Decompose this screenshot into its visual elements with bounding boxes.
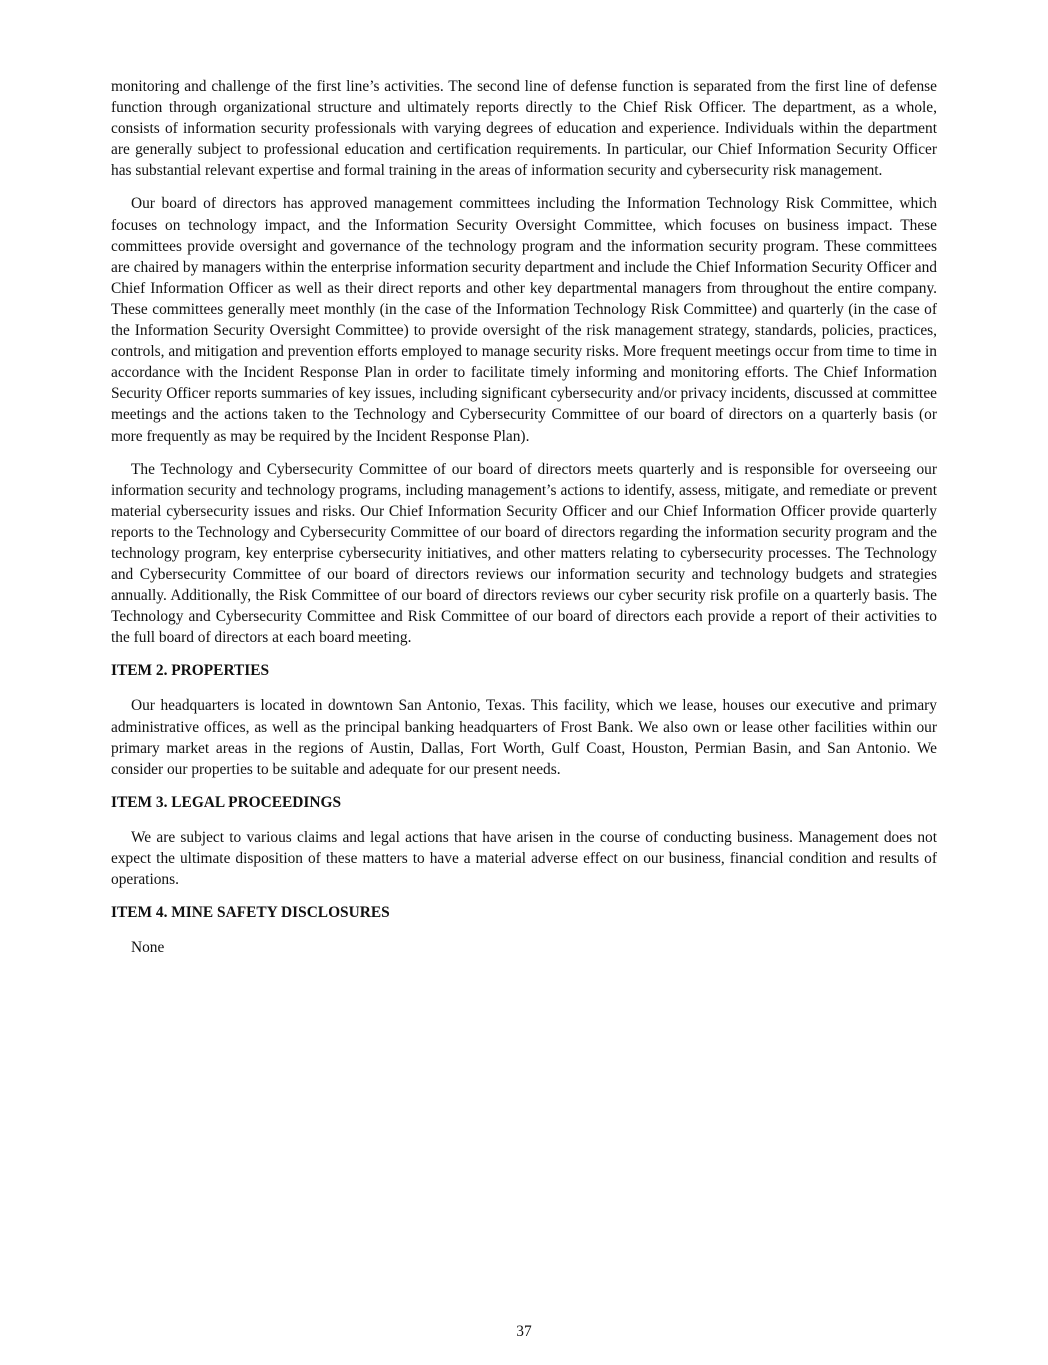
item4-paragraph: None (131, 939, 165, 957)
item3-heading: ITEM 3. LEGAL PROCEEDINGS (111, 793, 342, 811)
page-content (111, 76, 937, 970)
item3-paragraph: We are subject to various claims and legal actions that have arisen in the course of conducting business. Management does not expect the ultimate disposition of these matters to have a material adverse effect on our business, financial condition and results of operations. (111, 828, 937, 888)
item2-paragraph: Our headquarters is located in downtown San Antonio, Texas. This facility, which we lease, houses our executive and primary administrative offices, as well as the principal banking headquarters of Frost Bank. We also own or lease other facilities within our primary market areas in the regions of Austin, Dallas, Fort Worth, Gulf Coast, Houston, Permian Basin, and San Antonio. We consider our properties to be suitable and adequate for our present needs. (111, 697, 937, 778)
item2-heading: ITEM 2. PROPERTIES (111, 662, 270, 680)
page-number: 37 (516, 1323, 532, 1340)
paragraph-second-line-of-defense: monitoring and challenge of the first line’s activities. The second line of defense function is separated from the first line of defense function through organizational structure and ultimately reports directly to the Chief Risk Officer. The department, as a whole, consists of information security professionals with varying degrees of education and experience. Individuals within the department are generally subject to professional education and certification requirements. In particular, our Chief Information Security Officer has substantial relevant expertise and formal training in the areas of information security and cybersecurity risk management. (111, 78, 937, 180)
paragraph-technology-cybersecurity-committee: The Technology and Cybersecurity Committee of our board of directors meets quarterly and is responsible for overseeing our information security and technology programs, including management’s actions to identify, assess, mitigate, and remediate or prevent material cybersecurity issues and risks. Our Chief Information Security Officer and our Chief Information Officer provide quarterly reports to the Technology and Cybersecurity Committee of our board of directors regarding the information security program and the technology program, key enterprise cybersecurity initiatives, and other matters relating to cybersecurity processes. The Technology and Cybersecurity Committee of our board of directors reviews our information security and technology budgets and strategies annually. Additionally, the Risk Committee of our board of directors reviews our cyber security risk profile on a quarterly basis. The Technology and Cybersecurity Committee and Risk Committee of our board of directors each provide a report of their activities to the full board of directors at each board meeting. (111, 460, 937, 647)
paragraph-management-committees: Our board of directors has approved management committees including the Information Technology Risk Committee, which focuses on technology impact, and the Information Security Oversight Committee, which focuses on business impact. These committees provide oversight and governance of the technology program and the information security program. These committees are chaired by managers within the enterprise information security department and include the Chief Information Security Officer and Chief Information Officer as well as their direct reports and other key departmental managers from throughout the entire company. These committees generally meet monthly (in the case of the Information Technology Risk Committee) and quarterly (in the case of the Information Security Oversight Committee) to provide oversight of the risk management strategy, standards, policies, practices, controls, and mitigation and prevention efforts employed to manage security risks. More frequent meetings occur from time to time in accordance with the Incident Response Plan in order to facilitate timely informing and monitoring efforts. The Chief Information Security Officer reports summaries of key issues, including significant cybersecurity and/or privacy incidents, discussed at committee meetings and the actions taken to the Technology and Cybersecurity Committee of our board of directors on a quarterly basis (or more frequently as may be required by the Incident Response Plan). (111, 195, 937, 445)
item4-heading: ITEM 4. MINE SAFETY DISCLOSURES (111, 904, 390, 922)
